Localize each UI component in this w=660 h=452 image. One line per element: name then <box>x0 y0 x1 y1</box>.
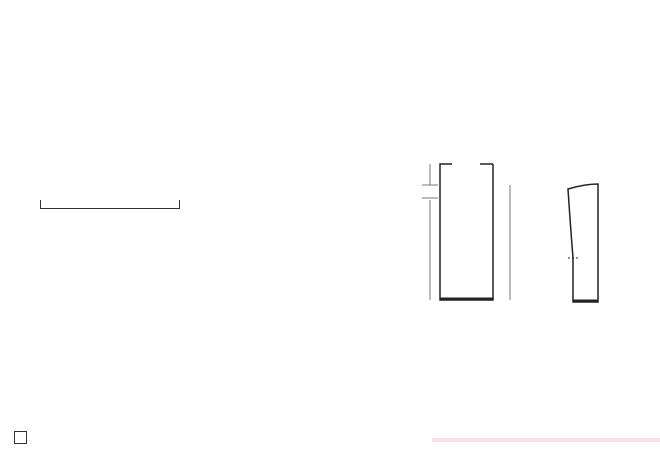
body-pattern-drawing <box>410 140 520 320</box>
footnote <box>14 431 29 447</box>
ms-bracket <box>40 200 180 209</box>
sleeve-pattern-drawing <box>540 170 620 310</box>
watermark-bar <box>432 438 660 442</box>
footnote-symbol <box>14 431 27 444</box>
